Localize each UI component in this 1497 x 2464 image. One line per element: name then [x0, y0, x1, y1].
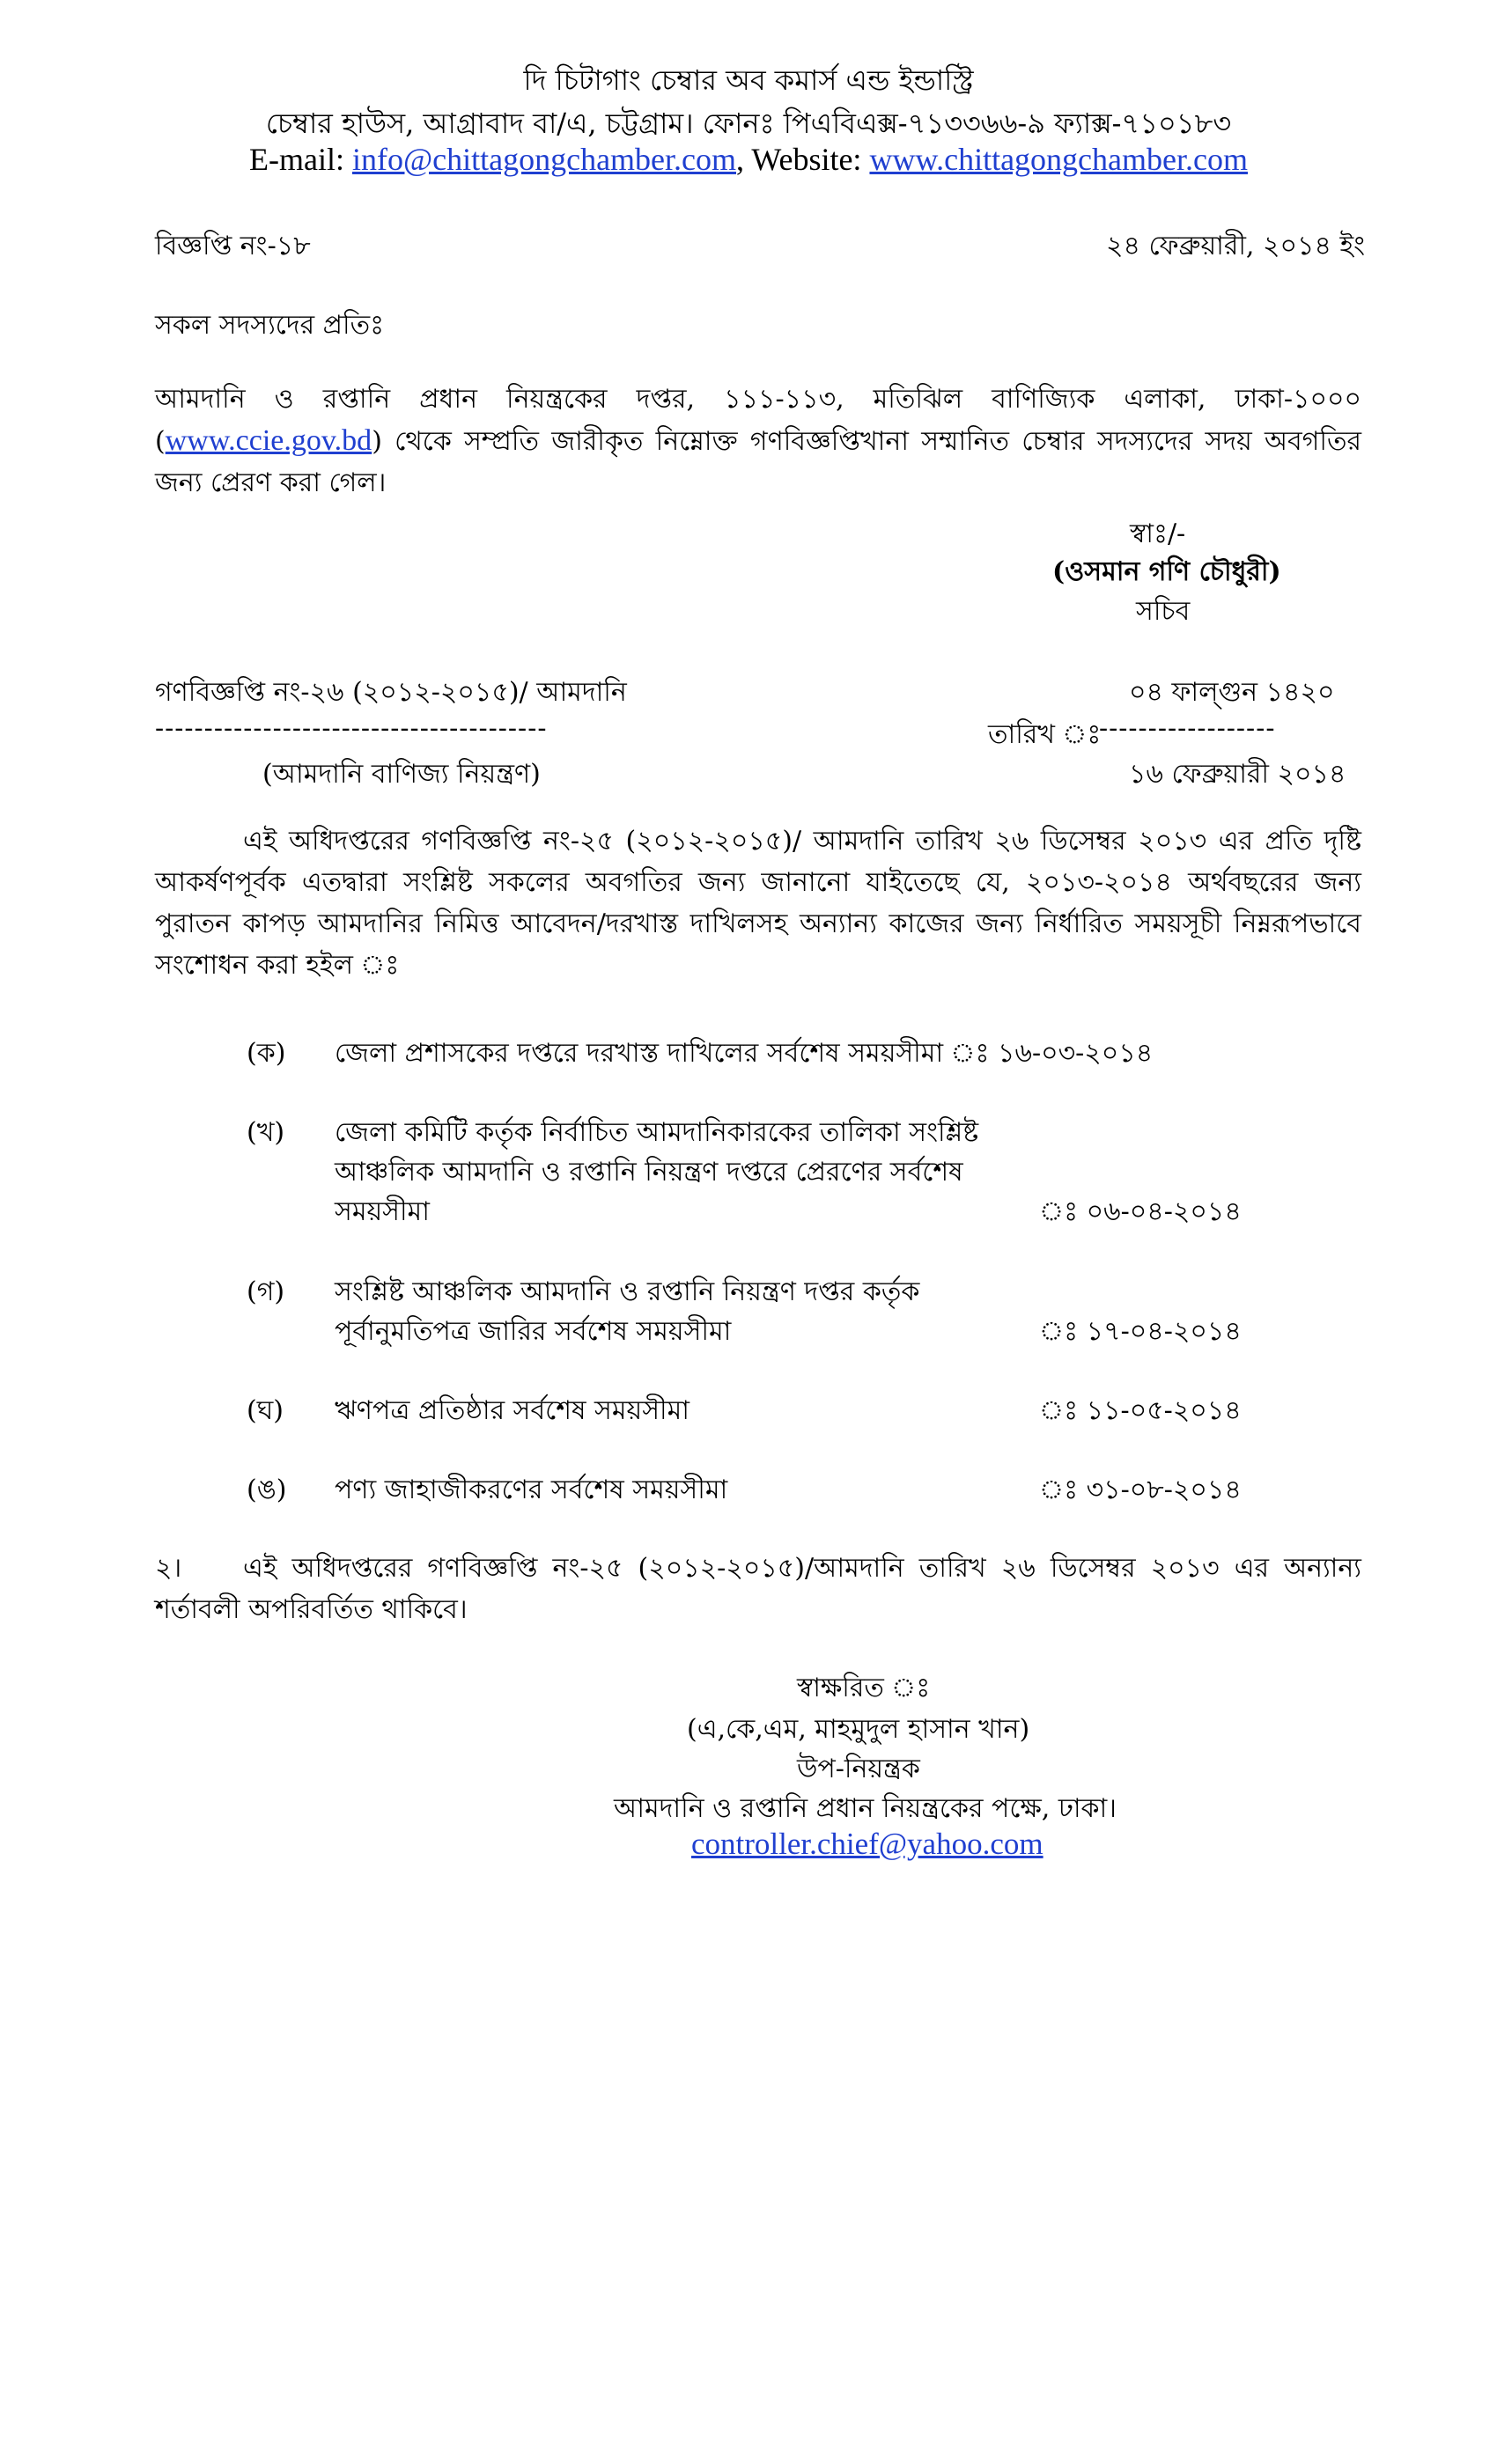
item-ga-label: (গ) [247, 1276, 285, 1307]
email-label: E-mail: [249, 142, 352, 177]
item-kha-line3: সময়সীমা [335, 1196, 430, 1227]
secretary-title: সচিব [1136, 596, 1191, 627]
paragraph-two: ২। এই অধিদপ্তরের গণবিজ্ঞপ্তি নং-২৫ (২০১২-২০১৫)/আমদানি তারিখ ২৬ ডিসেম্বর ২০১৩ এর অন্যান্য শর্তাবলী অপরিবর্তিত থাকিবে। [155, 1548, 1361, 1630]
public-notice-ref: গণবিজ্ঞপ্তি নং-২৬ (২০১২-২০১৫)/ আমদানি [155, 677, 627, 708]
secretary-name: (ওসমান গণি চৌধুরী) [1052, 556, 1281, 587]
website-label: , Website: [736, 142, 870, 177]
item-ga-line2: পূর্বানুমতিপত্র জারির সর্বশেষ সময়সীমা [335, 1316, 732, 1347]
item-gha-label: (ঘ) [247, 1395, 284, 1426]
deputy-signer-name: (এ,কে,এম, মাহমুদুল হাসান খান) [687, 1714, 1030, 1745]
item-kha-line2: আঞ্চলিক আমদানি ও রপ্তানি নিয়ন্ত্রণ দপ্তরে প্রেরণের সর্বশেষ [335, 1157, 963, 1188]
notice-number: বিজ্ঞপ্তি নং-১৮ [155, 231, 311, 261]
item-gha-text: ঋণপত্র প্রতিষ্ঠার সর্বশেষ সময়সীমা [335, 1395, 690, 1426]
signed-mark: স্বাঃ/- [1130, 519, 1186, 549]
intro-paragraph: আমদানি ও রপ্তানি প্রধান নিয়ন্ত্রকের দপ্তর, ১১১-১১৩, মতিঝিল বাণিজ্যিক এলাকা, ঢাকা-১০০০ (www.ccie.gov.bd) থেকে সম্প্রতি জারীকৃত নিম্নোক্ত গণবিজ্ঞপ্তিখানা সম্মানিত চেম্বার সদস্যদের সদয় অবগতির জন্য প্রেরণ করা গেল। [155, 384, 1361, 498]
ccie-link[interactable]: www.ccie.gov.bd [165, 424, 372, 457]
salutation: সকল সদস্যদের প্রতিঃ [155, 310, 385, 341]
notice-date: ২৪ ফেব্রুয়ারী, ২০১৪ ইং [1105, 231, 1365, 261]
item-kha-line1: জেলা কমিটি কর্তৃক নির্বাচিত আমদানিকারকের তালিকা সংশ্লিষ্ট [335, 1117, 979, 1148]
date-label: তারিখ ঃ [988, 719, 1102, 750]
paragraph-two-number: ২। [155, 1553, 182, 1584]
dashes-right: ------------------ [1099, 713, 1276, 744]
date-english: ১৬ ফেব্রুয়ারী ২০১৪ [1129, 759, 1346, 790]
item-nga-text: পণ্য জাহাজীকরণের সর্বশেষ সময়সীমা [335, 1475, 728, 1505]
deputy-signer-title: উপ-নিয়ন্ত্রক [797, 1754, 920, 1784]
item-nga-date: ঃ ৩১-০৮-২০১৪ [1039, 1475, 1242, 1505]
dashes-left: ---------------------------------------- [155, 713, 548, 744]
date-bangla: ০৪ ফাল্গুন ১৪২০ [1129, 677, 1335, 708]
item-gha-date: ঃ ১১-০৫-২০১৪ [1039, 1395, 1242, 1426]
contact-line [0, 141, 1497, 178]
public-notice-body: এই অধিদপ্তরের গণবিজ্ঞপ্তি নং-২৫ (২০১২-২০১৫)/ আমদানি তারিখ ২৬ ডিসেম্বর ২০১৩ এর প্রতি দৃষ্টি আকর্ষণপূর্বক এতদ্বারা সংশ্লিষ্ট সকলের অবগতির জন্য জানানো যাইতেছে যে, ২০১৩-২০১৪ অর্থবছরের জন্য পুরাতন কাপড় আমদানির নিমিত্ত আবেদন/দরখাস্ত দাখিলসহ অন্যান্য কাজের জন্য নির্ধারিত সময়সূচী নিম্নরূপভাবে সংশোধন করা হইল ঃ [155, 826, 1361, 981]
controller-email-link[interactable]: controller.chief@yahoo.com [691, 1827, 1043, 1861]
department: (আমদানি বাণিজ্য নিয়ন্ত্রণ) [262, 759, 541, 790]
item-ka-text: জেলা প্রশাসকের দপ্তরে দরখাস্ত দাখিলের সর্বশেষ সময়সীমা ঃ ১৬-০৩-২০১৪ [335, 1038, 1154, 1069]
org-name: দি চিটাগাং চেম্বার অব কমার্স এন্ড ইন্ডাস্ট্রি [523, 63, 974, 97]
item-nga-label: (ঙ) [247, 1475, 287, 1505]
item-ka-label: (ক) [247, 1038, 286, 1069]
item-kha-date: ঃ ০৬-০৪-২০১৪ [1039, 1196, 1242, 1227]
org-address: চেম্বার হাউস, আগ্রাবাদ বা/এ, চট্টগ্রাম। ফোনঃ পিএবিএক্স-৭১৩৩৬৬-৯ ফ্যাক্স-৭১০১৮৩ [265, 107, 1232, 140]
on-behalf-line: আমদানি ও রপ্তানি প্রধান নিয়ন্ত্রকের পক্ষে, ঢাকা। [614, 1793, 1117, 1824]
item-ga-date: ঃ ১৭-০৪-২০১৪ [1039, 1316, 1242, 1347]
item-kha-label: (খ) [247, 1117, 285, 1148]
item-ga-line1: সংশ্লিষ্ট আঞ্চলিক আমদানি ও রপ্তানি নিয়ন্ত্রণ দপ্তর কর্তৃক [335, 1276, 920, 1307]
signed-label: স্বাক্ষরিত ঃ [797, 1673, 931, 1703]
website-link[interactable]: www.chittagongchamber.com [869, 142, 1248, 177]
email-link[interactable]: info@chittagongchamber.com [351, 142, 737, 177]
